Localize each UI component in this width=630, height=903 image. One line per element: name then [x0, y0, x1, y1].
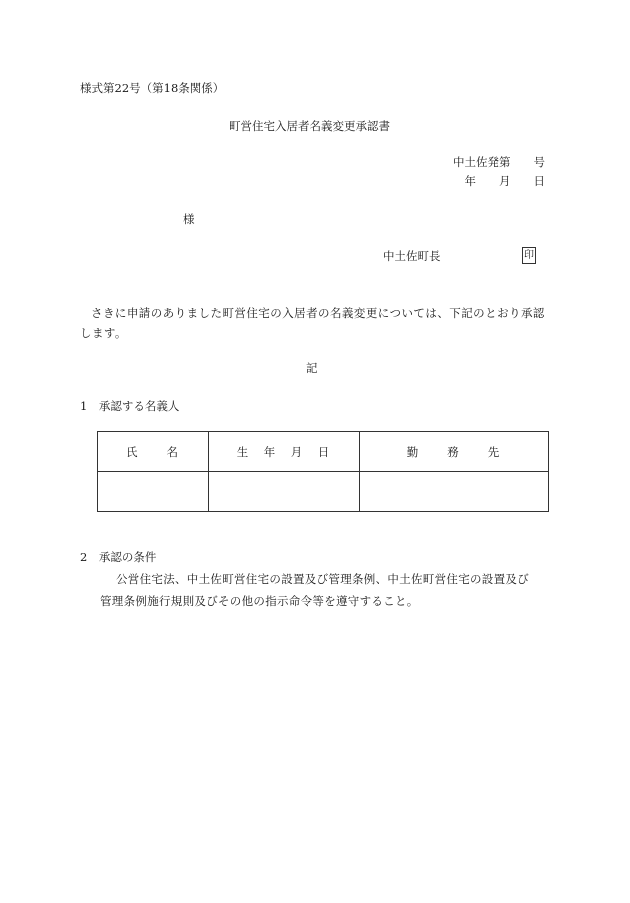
nominee-table	[97, 431, 549, 512]
table-row	[98, 472, 549, 512]
cell-name	[98, 472, 209, 512]
section-2-heading: 2 承認の条件	[80, 550, 157, 564]
addressee: 様	[183, 212, 195, 226]
cell-workplace	[360, 472, 549, 512]
header-birthdate: 生 年 月 日	[209, 432, 360, 472]
issue-date: 年 月 日	[464, 174, 545, 188]
seal-stamp: 印	[522, 247, 536, 264]
section-1-heading: 1 承認する名義人	[80, 399, 180, 413]
header-name: 氏 名	[98, 432, 209, 472]
issue-number: 中土佐発第 号	[453, 155, 545, 169]
form-number: 様式第22号（第18条関係）	[80, 81, 225, 95]
table-header-row	[98, 432, 549, 472]
header-workplace: 勤 務 先	[360, 432, 549, 472]
document-title: 町営住宅入居者名義変更承認書	[229, 119, 390, 133]
ki-heading: 記	[306, 361, 318, 375]
cell-birthdate	[209, 472, 360, 512]
issuer-name: 中土佐町長	[383, 249, 441, 263]
body-paragraph: さきに申請のありました町営住宅の入居者の名義変更については、下記のとおり承認します。	[80, 306, 545, 340]
conditions-text: 公営住宅法、中土佐町営住宅の設置及び管理条例、中土佐町営住宅の設置及び管理条例施行規則及びその他の指示命令等を遵守すること。	[100, 572, 529, 608]
